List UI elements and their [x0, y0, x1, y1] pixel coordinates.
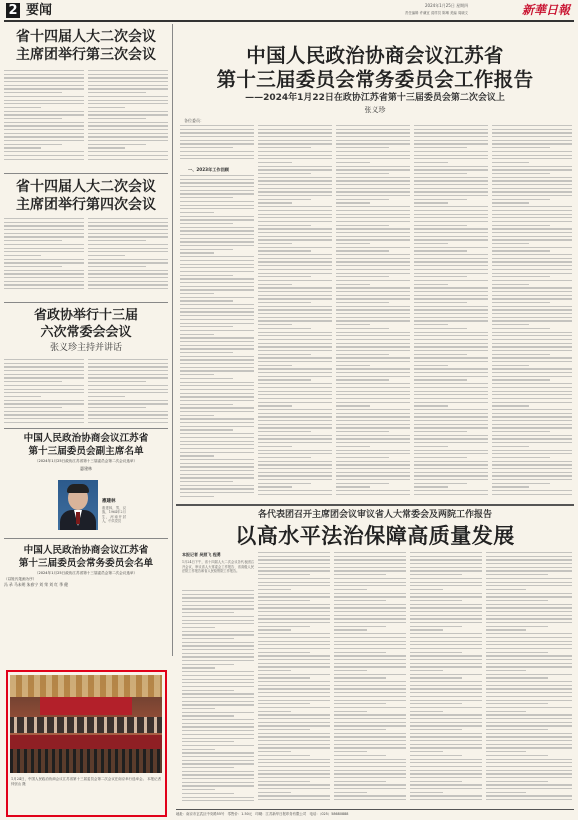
headline-subtitle: ——2024年1月22日在政协江苏省第十三届委员会第二次会议上: [245, 93, 505, 103]
election-note: （2024年1月25日政协江苏省第十三届委员会第二次会议选举）: [34, 571, 138, 575]
article-divider: [4, 428, 168, 429]
footer-publisher: 印刷：江苏新华日报印务有限公司: [255, 812, 307, 816]
bottom-column-1: [182, 590, 254, 805]
headline-line1: 中国人民政治协商会议江苏省: [246, 44, 504, 67]
page-number: 2: [6, 3, 20, 18]
masthead: [0, 0, 578, 22]
article-presidium-fourth: [4, 178, 168, 214]
article-title: 主席团举行第四次会议: [16, 197, 156, 213]
section-heading: 一、2023年工作回顾: [188, 167, 229, 172]
newspaper-logo: 新華日報: [522, 3, 571, 17]
article-title: 第十三届委员会副主席名单: [28, 446, 144, 457]
portrait-photo: [58, 480, 98, 530]
footer-phone: 电话：（025）58680888: [309, 812, 349, 816]
article-title: 第十三届委员会常务委员会名单: [18, 558, 154, 569]
photo-caption: 1月24日，中国人民政治协商会议江苏省第十三届委员会第二次会议在南京举行选举会。 本报记者 仲崇山 摄: [11, 777, 161, 786]
masthead-rule: [4, 20, 574, 22]
author: 张义珍: [364, 106, 386, 114]
article-divider: [4, 538, 168, 539]
bottom-column-4: [410, 552, 482, 805]
footer-price: 零售价：1.50元: [227, 812, 253, 816]
article-standing-committee-meeting: [4, 307, 168, 355]
article-title: 省十四届人大二次会议: [16, 179, 156, 195]
article-title: 六次常委会会议: [40, 325, 132, 340]
article-title: 主席团举行第三次会议: [16, 47, 156, 63]
story-column-3: [336, 125, 410, 500]
highlighted-photo-frame[interactable]: [6, 670, 167, 817]
article-body: [88, 359, 168, 427]
footer-address: 地址：南京市玄武区中央路55号: [176, 812, 225, 816]
portrait-caption: 惠建林，男，汉族，1964年2月生，河南开封人，中共党员: [102, 506, 126, 524]
article-title: 中国人民政治协商会议江苏省: [23, 433, 149, 444]
members-heading: （以姓氏笔画为序）: [4, 577, 37, 581]
masthead-date: 2024年1月25日 星期四: [425, 3, 469, 8]
bottom-column-3: [334, 552, 406, 805]
article-title: 省十四届人大二次会议: [16, 29, 156, 45]
story-column-2: [258, 125, 332, 500]
top-story: [176, 24, 574, 116]
story-column-1b: [180, 175, 254, 500]
article-divider: [4, 302, 168, 303]
election-note: （2024年1月25日政协江苏省第十三届委员会第二次会议选举）: [34, 459, 138, 463]
article-title: 中国人民政治协商会议江苏省: [23, 545, 149, 556]
article-divider: [4, 173, 168, 174]
story-column-4: [414, 125, 488, 500]
masthead-editors: 责任编辑 许谦宜 清样员 陈琳 美编 周晓文: [405, 11, 469, 15]
article-standing-committee-list: [4, 544, 168, 588]
article-body: [88, 70, 168, 165]
bottom-byline: 本报记者 吴照飞 程勇: [182, 552, 221, 557]
article-body: [4, 359, 84, 427]
bottom-story: [176, 508, 574, 550]
greeting: 各位委员：: [184, 118, 204, 123]
article-vice-chairman-list: [4, 432, 168, 524]
bottom-column-2: [258, 552, 330, 805]
footer: [176, 811, 574, 819]
headline-line2: 第十三届委员会常务委员会工作报告: [216, 68, 534, 91]
members-list: 冯 录 马未明 朱春宁 刘 荣 刘 红 季 健: [4, 582, 69, 587]
story-column-5: [492, 125, 572, 500]
section-divider: [176, 504, 574, 506]
article-body: [4, 218, 84, 290]
article-subtitle: 张义珍主持并讲话: [49, 343, 122, 353]
footer-rule: [176, 809, 574, 810]
section-title: 要闻: [26, 3, 53, 18]
bottom-column-5: [486, 552, 572, 805]
article-body: [88, 218, 168, 290]
portrait-name: 惠建林: [102, 499, 116, 504]
bottom-headline: 以高水平法治保障高质量发展: [235, 524, 515, 548]
person-name: 惠建林: [80, 466, 92, 471]
article-body: [4, 70, 84, 165]
story-column-1: [180, 125, 254, 165]
assembly-hall-photo: [10, 675, 162, 773]
bottom-lead: 1月24日下午，省十四届人大二次会议各代表团召开会议，审议省人大常委会工作报告、省高级人民法院工作报告和省人民检察院工作报告。: [182, 560, 254, 574]
column-divider: [172, 24, 173, 656]
article-title: 省政协举行十三届: [33, 308, 138, 323]
article-presidium-third: [4, 28, 168, 64]
bottom-kicker: 各代表团召开主席团会议审议省人大常委会及两院工作报告: [257, 510, 492, 520]
